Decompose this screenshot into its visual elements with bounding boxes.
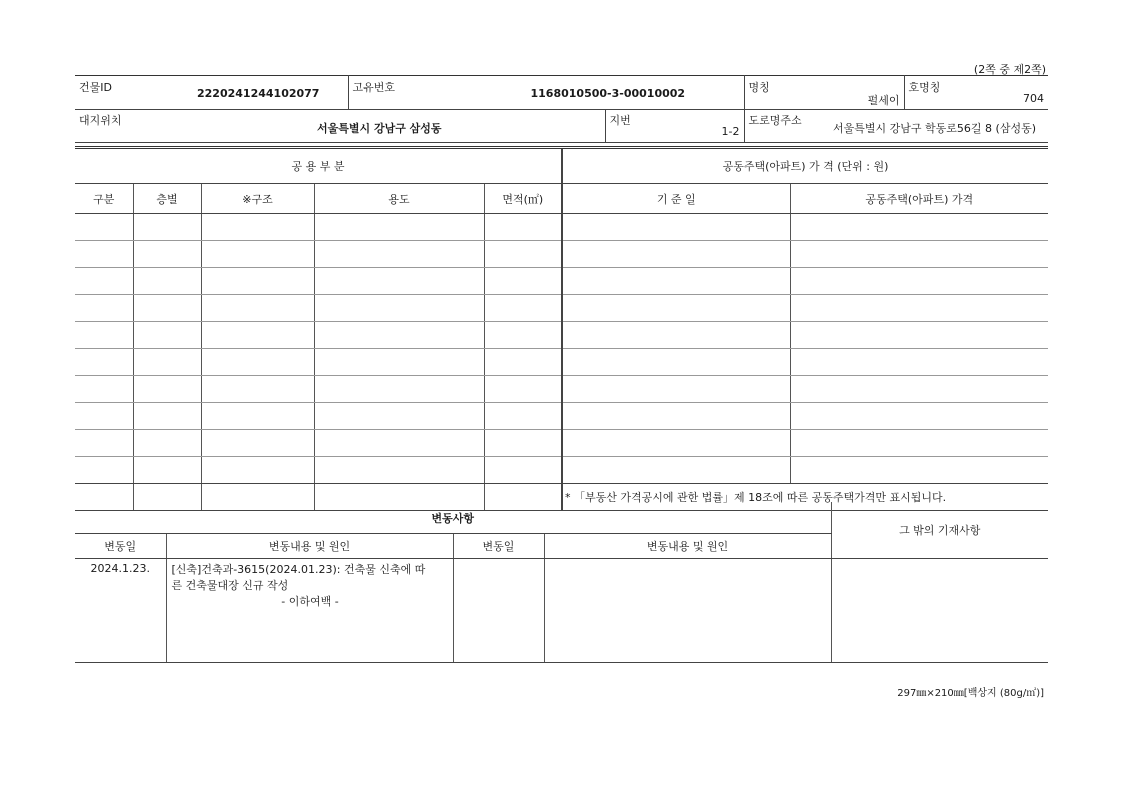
col-structure: ※구조 xyxy=(201,184,314,214)
change-date-2 xyxy=(453,559,544,663)
change-date: 2024.1.23. xyxy=(75,559,166,663)
other-notes-title: 그 밖의 기재사항 xyxy=(831,502,1048,559)
name-label: 명칭 xyxy=(748,81,770,94)
unique-no-label: 고유번호 xyxy=(352,81,396,94)
col-price: 공동주택(아파트) 가격 xyxy=(790,184,1048,214)
unit-name-value: 704 xyxy=(1023,92,1044,105)
table-row xyxy=(75,295,1048,322)
col-use: 용도 xyxy=(314,184,484,214)
lot-cell xyxy=(605,109,744,143)
col-area: 면적(㎡) xyxy=(484,184,562,214)
table-row xyxy=(75,214,1048,241)
table-row xyxy=(75,322,1048,349)
change-content xyxy=(166,559,453,663)
building-id-label: 건물ID xyxy=(79,81,112,94)
common-area-table xyxy=(75,146,1048,511)
col-change-content-2: 변동내용 및 원인 xyxy=(544,534,831,559)
header-table-row2 xyxy=(75,109,1048,143)
unique-no-cell xyxy=(348,76,744,110)
col-base-date: 기 준 일 xyxy=(562,184,790,214)
changes-table xyxy=(75,502,1048,663)
table-row xyxy=(75,457,1048,484)
table-row xyxy=(75,430,1048,457)
site-label: 대지위치 xyxy=(79,114,122,127)
lot-label: 지번 xyxy=(609,114,631,127)
name-value: 펄세이 xyxy=(867,94,900,107)
site-value: 서울특별시 강남구 삼성동 xyxy=(317,122,442,135)
changes-title: 변동사항 xyxy=(75,502,831,534)
building-id-cell xyxy=(75,76,348,110)
change-content-line2: 른 건축물대장 신규 작성 xyxy=(171,579,289,592)
table-row xyxy=(75,268,1048,295)
col-change-date-2: 변동일 xyxy=(453,534,544,559)
unique-no-value: 1168010500-3-00010002 xyxy=(530,87,686,100)
col-change-date-1: 변동일 xyxy=(75,534,166,559)
page-indicator: (2쪽 중 제2쪽) xyxy=(973,63,1046,76)
col-floor: 층별 xyxy=(133,184,201,214)
name-cell xyxy=(744,76,904,110)
col-change-content-1: 변동내용 및 원인 xyxy=(166,534,453,559)
table-row xyxy=(75,241,1048,268)
unit-name-cell xyxy=(904,76,1048,110)
header-table xyxy=(75,75,1048,110)
lot-value: 1-2 xyxy=(721,125,740,138)
table-row xyxy=(75,403,1048,430)
road-value: 서울특별시 강남구 학동로56길 8 (삼성동) xyxy=(833,122,1036,135)
road-label: 도로명주소 xyxy=(748,114,802,127)
price-note: * 「부동산 가격공시에 관한 법률」제 18조에 따른 공동주택가격만 표시됩니다. xyxy=(562,484,1048,511)
unit-name-label: 호명칭 xyxy=(908,81,941,94)
change-content-2 xyxy=(544,559,831,663)
change-content-line1: [신축]건축과-3615(2024.01.23): 건축물 신축에 따 xyxy=(171,563,426,576)
other-notes-content xyxy=(831,559,1048,663)
change-content-end: - 이하여백 - xyxy=(281,595,339,608)
common-title: 공 용 부 분 xyxy=(75,148,562,184)
road-cell xyxy=(744,109,1048,143)
site-cell xyxy=(75,109,605,143)
building-id-value: 2220241244102077 xyxy=(197,87,320,100)
col-category: 구분 xyxy=(75,184,133,214)
table-row xyxy=(75,376,1048,403)
paper-spec-footer: 297㎜×210㎜[백상지 (80g/㎡)] xyxy=(897,688,1044,699)
price-title: 공동주택(아파트) 가 격 (단위 : 원) xyxy=(562,148,1048,184)
table-row xyxy=(75,349,1048,376)
